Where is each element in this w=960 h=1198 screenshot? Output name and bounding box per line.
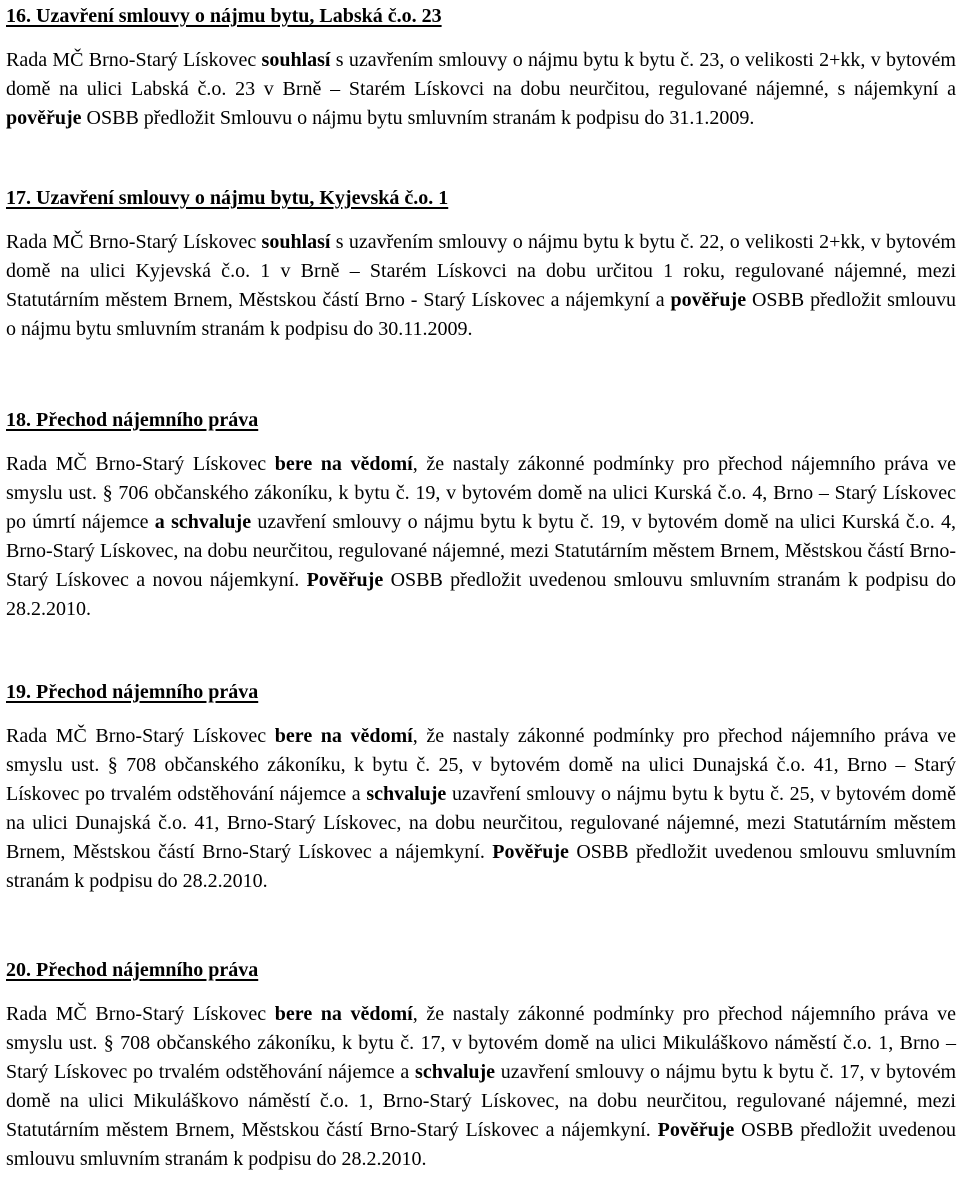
section-paragraph: Rada MČ Brno-Starý Lískovec bere na vědomí, že nastaly zákonné podmínky pro přechod nájemního práva ve smyslu ust. § 708 občanského zákoníku, k bytu č. 25, v bytovém domě na ulici Dunajská č.o. 41, Brno – Starý Lískovec po trvalém odstěhování nájemce a schvaluje uzavření smlouvy o nájmu bytu k bytu č. 25, v bytovém domě na ulici Dunajská č.o. 41, Brno-Starý Lískovec, na dobu neurčitou, regulované nájemné, mezi Statutárním městem Brnem, Městskou částí Brno-Starý Lískovec a nájemkyní. Pověřuje OSBB předložit uvedenou smlouvu smluvním stranám k podpisu do 28.2.2010. bbox=[6, 725, 957, 892]
section-heading: 20. Přechod nájemního práva bbox=[6, 959, 259, 981]
section-19 bbox=[6, 678, 956, 896]
section-paragraph: Rada MČ Brno-Starý Lískovec souhlasí s uzavřením smlouvy o nájmu bytu k bytu č. 22, o velikosti 2+kk, v bytovém domě na ulici Kyjevská č.o. 1 v Brně – Starém Lískovci na dobu určitou 1 roku, regulované nájemné, mezi Statutárním městem Brnem, Městskou částí Brno - Starý Lískovec a nájemkyní a pověřuje OSBB předložit smlouvu o nájmu bytu smluvním stranám k podpisu do 30.11.2009. bbox=[6, 231, 956, 340]
section-paragraph: Rada MČ Brno-Starý Lískovec bere na vědomí, že nastaly zákonné podmínky pro přechod nájemního práva ve smyslu ust. § 708 občanského zákoníku, k bytu č. 17, v bytovém domě na ulici Mikuláškovo náměstí č.o. 1, Brno – Starý Lískovec po trvalém odstěhování nájemce a schvaluje uzavření smlouvy o nájmu bytu k bytu č. 17, v bytovém domě na ulici Mikuláškovo náměstí č.o. 1, Brno-Starý Lískovec, na dobu neurčitou, regulované nájemné, mezi Statutárním městem Brnem, Městskou částí Brno-Starý Lískovec a nájemkyní. Pověřuje OSBB předložit uvedenou smlouvu smluvním stranám k podpisu do 28.2.2010. bbox=[6, 1003, 957, 1170]
section-17 bbox=[6, 184, 956, 344]
section-paragraph: Rada MČ Brno-Starý Lískovec souhlasí s uzavřením smlouvy o nájmu bytu k bytu č. 23, o velikosti 2+kk, v bytovém domě na ulici Labská č.o. 23 v Brně – Starém Lískovci na dobu neurčitou, regulované nájemné, s nájemkyní a pověřuje OSBB předložit Smlouvu o nájmu bytu smluvním stranám k podpisu do 31.1.2009. bbox=[6, 49, 956, 129]
section-18 bbox=[6, 406, 956, 624]
section-heading: 19. Přechod nájemního práva bbox=[6, 681, 259, 703]
section-heading: 17. Uzavření smlouvy o nájmu bytu, Kyjevská č.o. 1 bbox=[6, 187, 449, 209]
section-20 bbox=[6, 956, 956, 1174]
section-16 bbox=[6, 2, 956, 133]
section-paragraph: Rada MČ Brno-Starý Lískovec bere na vědomí, že nastaly zákonné podmínky pro přechod nájemního práva ve smyslu ust. § 706 občanského zákoníku, k bytu č. 19, v bytovém domě na ulici Kurská č.o. 4, Brno – Starý Lískovec po úmrtí nájemce a schvaluje uzavření smlouvy o nájmu bytu k bytu č. 19, v bytovém domě na ulici Kurská č.o. 4, Brno-Starý Lískovec, na dobu neurčitou, regulované nájemné, mezi Statutárním městem Brnem, Městskou částí Brno-Starý Lískovec a novou nájemkyní. Pověřuje OSBB předložit uvedenou smlouvu smluvním stranám k podpisu do 28.2.2010. bbox=[6, 453, 957, 620]
section-heading: 16. Uzavření smlouvy o nájmu bytu, Labská č.o. 23 bbox=[6, 5, 442, 27]
section-heading: 18. Přechod nájemního práva bbox=[6, 409, 259, 431]
